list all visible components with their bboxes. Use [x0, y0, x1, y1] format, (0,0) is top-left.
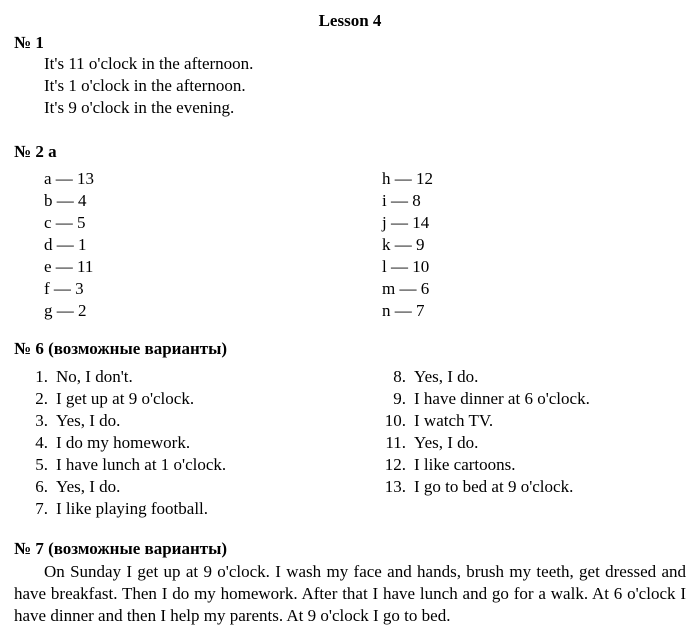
- exercise-2a-right-column: [382, 168, 433, 322]
- match-item: m — 6: [382, 279, 430, 298]
- match-item: b — 4: [44, 191, 87, 210]
- match-item: e — 11: [44, 257, 94, 276]
- match-item: k — 9: [382, 235, 425, 254]
- match-item: c — 5: [44, 213, 86, 232]
- item-text: No, I don't.: [56, 367, 133, 386]
- item-number: 2.: [35, 389, 48, 408]
- exercise-7-paragraph: On Sunday I get up at 9 o'clock. I wash my face and hands, brush my teeth, get dressed and have breakfast. Then I do my homework. After that I have lunch and go for a walk. At 6 o'clock I have dinner and then I help my parents. At 9 o'clock I go to bed.: [14, 562, 686, 625]
- list-item: [24, 410, 226, 432]
- item-number: 11.: [385, 433, 406, 452]
- match-item: j — 14: [382, 213, 430, 232]
- list-item: [24, 432, 226, 454]
- list-item: [24, 366, 226, 388]
- item-number: 10.: [384, 411, 406, 430]
- answer-line: It's 11 o'clock in the afternoon.: [44, 54, 254, 73]
- item-text: Yes, I do.: [414, 433, 479, 452]
- list-item: [376, 410, 590, 432]
- list-item: [24, 388, 226, 410]
- match-item: g — 2: [44, 301, 87, 320]
- item-text: Yes, I do.: [414, 367, 479, 386]
- item-number: 8.: [393, 367, 406, 386]
- exercise-6-heading: № 6 (возможные варианты): [14, 339, 228, 358]
- answer-line: It's 1 o'clock in the afternoon.: [44, 76, 246, 95]
- exercise-2a-left-column: [44, 168, 94, 322]
- item-number: 3.: [35, 411, 48, 430]
- list-item: [24, 476, 226, 498]
- item-number: 12.: [384, 455, 406, 474]
- exercise-1-heading: № 1: [14, 33, 44, 52]
- item-text: I go to bed at 9 o'clock.: [414, 477, 574, 496]
- match-item: h — 12: [382, 169, 433, 188]
- item-number: 6.: [35, 477, 48, 496]
- exercise-2a-heading: № 2 a: [14, 142, 57, 161]
- list-item: [24, 454, 226, 476]
- match-item: a — 13: [44, 169, 95, 188]
- list-item: [376, 388, 590, 410]
- exercise-1-answers: [44, 53, 253, 119]
- exercise-6-left-column: [24, 366, 226, 520]
- item-number: 13.: [384, 477, 406, 496]
- list-item: [376, 454, 590, 476]
- item-text: I like playing football.: [56, 499, 209, 518]
- item-number: 1.: [35, 367, 48, 386]
- list-item: [376, 432, 590, 454]
- exercise-7-heading: № 7 (возможные варианты): [14, 539, 228, 558]
- lesson-title: Lesson 4: [318, 11, 382, 30]
- list-item: [24, 498, 226, 520]
- item-number: 7.: [35, 499, 48, 518]
- item-text: I have lunch at 1 o'clock.: [56, 455, 227, 474]
- match-item: d — 1: [44, 235, 87, 254]
- list-item: [376, 476, 590, 498]
- match-item: i — 8: [382, 191, 421, 210]
- item-number: 9.: [393, 389, 406, 408]
- item-text: Yes, I do.: [56, 477, 121, 496]
- list-item: [376, 366, 590, 388]
- item-number: 4.: [35, 433, 48, 452]
- item-number: 5.: [35, 455, 48, 474]
- item-text: I do my homework.: [56, 433, 191, 452]
- match-item: l — 10: [382, 257, 430, 276]
- item-text: I have dinner at 6 o'clock.: [414, 389, 590, 408]
- answer-line: It's 9 o'clock in the evening.: [44, 98, 235, 117]
- match-item: f — 3: [44, 279, 84, 298]
- match-item: n — 7: [382, 301, 425, 320]
- item-text: I like cartoons.: [414, 455, 516, 474]
- item-text: I watch TV.: [414, 411, 494, 430]
- item-text: I get up at 9 o'clock.: [56, 389, 195, 408]
- exercise-6-right-column: [376, 366, 590, 498]
- item-text: Yes, I do.: [56, 411, 121, 430]
